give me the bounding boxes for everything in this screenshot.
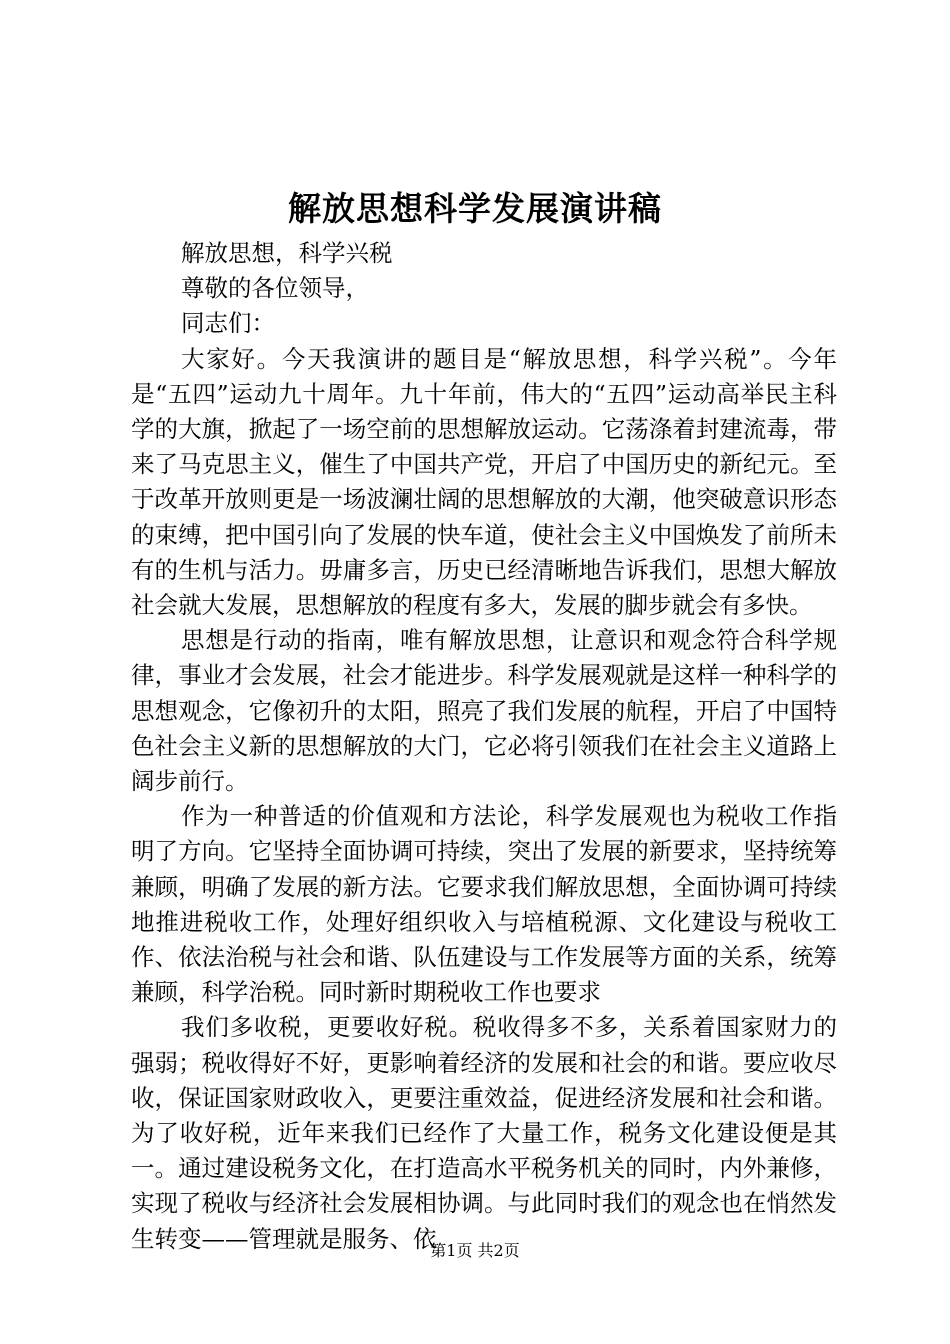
salutation-comrades: 同志们： bbox=[181, 309, 275, 338]
paragraph: 思想是行动的指南，唯有解放思想，让意识和观念符合科学规律，事业才会发展，社会才能进步。科学发展观就是这样一种科学的思想观念，它像初升的太阳，照亮了我们发展的航程，开启了中国特色社会主义新的思想解放的大门，它必将引领我们在社会主义道路上阔步前行。 bbox=[131, 626, 837, 796]
paragraph: 我们多收税，更要收好税。税收得多不多，关系着国家财力的强弱；税收得好不好，更影响着经济的发展和社会的和谐。要应收尽收，保证国家财政收入，更要注重效益，促进经济发展和社会和谐。为了收好税，近年来我们已经作了大量工作，税务文化建设便是其一。通过建设税务文化，在打造高水平税务机关的同时，内外兼修，实现了税收与经济社会发展相协调。与此同时我们的观念也在悄然发生转变——管理就是服务、依 bbox=[131, 1013, 837, 1253]
document-title: 解放思想科学发展演讲稿 bbox=[288, 189, 662, 228]
paragraph: 大家好。今天我演讲的题目是“解放思想，科学兴税”。今年是“五四”运动九十周年。九十年前，伟大的“五四”运动高举民主科学的大旗，掀起了一场空前的思想解放运动。它荡涤着封建流毒，带来了马克思主义，催生了中国共产党，开启了中国历史的新纪元。至于改革开放则更是一场波澜壮阔的思想解放的大潮，他突破意识形态的束缚，把中国引向了发展的快车道，使社会主义中国焕发了前所未有的生机与活力。毋庸多言，历史已经清晰地告诉我们，思想大解放社会就大发展，思想解放的程度有多大，发展的脚步就会有多快。 bbox=[131, 344, 837, 620]
speech-topic: 解放思想，科学兴税 bbox=[181, 239, 393, 267]
document-body bbox=[131, 236, 837, 1257]
paragraph: 作为一种普适的价值观和方法论，科学发展观也为税收工作指明了方向。它坚持全面协调可持续，突出了发展的新要求，坚持统筹兼顾，明确了发展的新方法。它要求我们解放思想，全面协调可持续地推进税收工作，处理好组织收入与培植税源、文化建设与税收工作、依法治税与社会和谐、队伍建设与工作发展等方面的关系，统筹兼顾，科学治税。同时新时期税收工作也要求 bbox=[131, 802, 837, 1007]
page-number-footer: 第1页 共2页 bbox=[430, 1241, 520, 1260]
salutation-leaders: 尊敬的各位领导， bbox=[181, 274, 369, 303]
